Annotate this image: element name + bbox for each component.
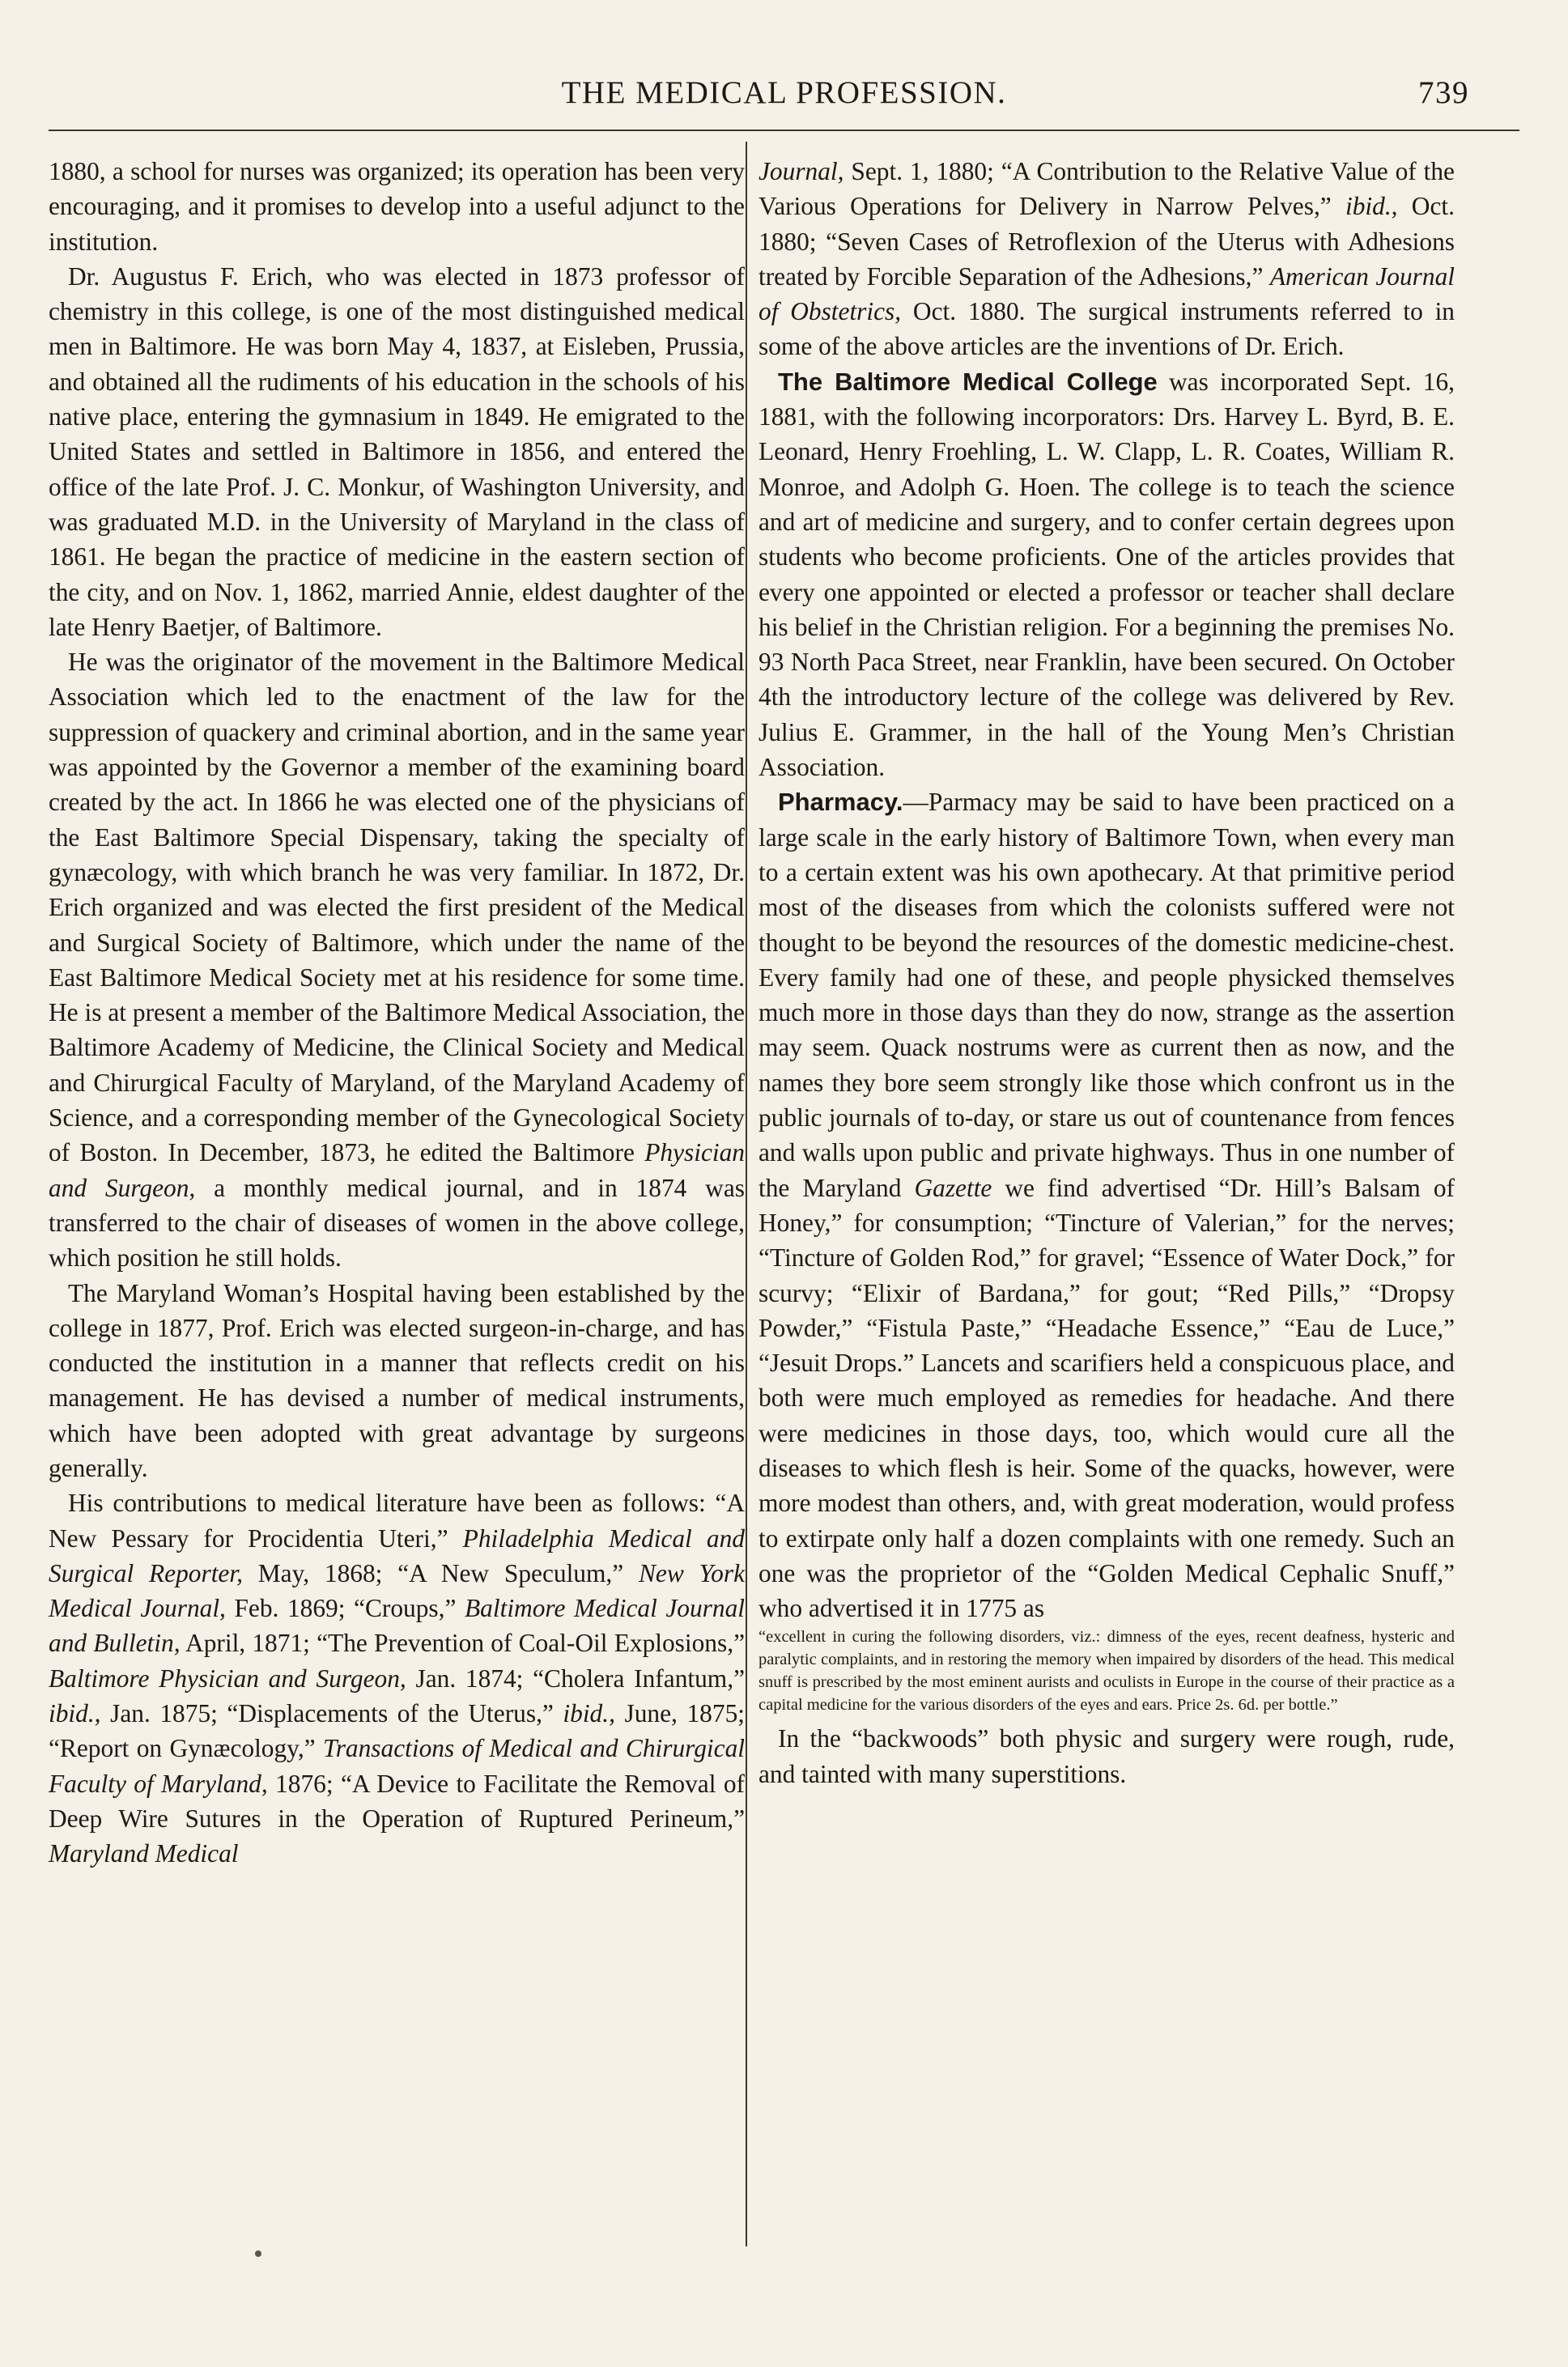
header-rule — [49, 130, 1519, 131]
italic-run: New York Medical Journal, — [49, 1558, 745, 1623]
text-run: —Parmacy may be said to have been practiced on a large scale in the early history of Baltimore Town, when every man to a certain extent was his own apothecary. At that primitive period most of the diseases from which the colonists suffered were not thought to be beyond the resources of the domestic medicine-chest. Every family had one of these, and people physicked themselves much more in those days than they do now, strange as the assertion may seem. Quack nostrums were as current then as now, and the names they bore seem strongly like those which confront us in the public journals of to-day, or stare us out of countenance from fences and walls upon public and private highways. Thus in one number of the Maryland — [759, 788, 1455, 1202]
paragraph: In the “backwoods” both physic and surgery were rough, rude, and tainted with many superstitions. — [759, 1724, 1455, 1788]
running-title: THE MEDICAL PROFESSION. — [561, 75, 1007, 110]
text-run: June, 1875; “Report on Gynæcology,” — [49, 1699, 745, 1763]
italic-run: ibid., — [49, 1699, 101, 1728]
text-run: He was the originator of the movement in the Baltimore Medical Association which led to the enactment of the law for the suppression of quackery and criminal abortion, and in the same year was appointed by the Governor a member of the examining board created by the act. In 1866 he was elected one of the physicians of the East Baltimore Special Dispensary, taking the specialty of gynæcology, with which branch he was very familiar. In 1872, Dr. Erich organized and was elected the first president of the Medical and Surgical Society of Baltimore, which under the name of the East Baltimore Medical Society met at his residence for some time. He is at present a member of the Baltimore Medical Association, the Baltimore Academy of Medicine, the Clinical Society and Medical and Chirurgical Faculty of Maryland, of the Maryland Academy of Science, and a corresponding member of the Gynecological Society of Boston. In December, 1873, he edited the Baltimore — [49, 648, 745, 1167]
paragraph: 1880, a school for nurses was organized; its operation has been very encouraging, and it promises to develop into a useful adjunct to the institution. — [49, 157, 745, 256]
text-run: April, 1871; “The Prevention of Coal-Oil Explosions,” — [180, 1629, 745, 1658]
section-lead: The Baltimore Medical College — [778, 367, 1158, 396]
paragraph: Dr. Augustus F. Erich, who was elected in 1873 professor of chemistry in this college, is one of the most distinguished medical men in Baltimore. He was born May 4, 1837, at Eisleben, Prussia, and obtained all the rudiments of his education in the schools of his native place, entering the gymnasium in 1849. He emigrated to the United States and settled in Baltimore in 1856, and entered the office of the late Prof. J. C. Monkur, of Washington University, and was graduated M.D. in the University of Maryland in the class of 1861. He began the practice of medicine in the eastern section of the city, and on Nov. 1, 1862, married Annie, eldest daughter of the late Henry Baetjer, of Baltimore. — [49, 261, 745, 641]
paragraph — [49, 644, 745, 1275]
text-run: a monthly medical journal, and in 1874 was transferred to the chair of diseases of women in the above college, which position he still holds. — [49, 1173, 745, 1273]
italic-run: ibid., — [563, 1699, 615, 1728]
italic-run: Maryland Medical — [49, 1839, 239, 1868]
paragraph — [759, 154, 1455, 364]
text-run: May, 1868; “A New Speculum,” — [242, 1558, 639, 1587]
italic-run: Gazette — [914, 1173, 992, 1202]
text-run: Jan. 1874; “Cholera Infantum,” — [406, 1664, 745, 1693]
block-quote: “excellent in curing the following disorders, viz.: dimness of the eyes, recent deafness, hysteric and paralytic complaints, and in restoring the memory when impaired by disorders of the head. This medical snuff is prescribed by the most eminent aurists and oculists in Europe in the course of their practice as a capital medicine for the various disorders of the eyes and ears. Price 2s. 6d. per bottle.” — [759, 1628, 1455, 1715]
paragraph — [759, 784, 1455, 1625]
text-run: we find advertised “Dr. Hill’s Balsam of Honey,” for consumption; “Tincture of Valerian,” for the nerves; “Tincture of Golden Rod,” for gravel; “Essence of Water Dock,” for scurvy; “Elixir of Bardana,” for gout; “Red Pills,” “Dropsy Powder,” “Fistula Paste,” “Headache Essence,” “Eau de Luce,” “Jesuit Drops.” Lancets and scarifiers held a conspicuous place, and both were much employed as remedies for headache. And there were medicines in those days, too, which would cure all the diseases to which flesh is heir. Some of the quacks, however, were more modest than others, and, with great moderation, would profess to extirpate only half a dozen complaints with one remedy. Such an one was the proprietor of the “Golden Medical Cephalic Snuff,” who advertised it in 1775 as — [759, 1173, 1455, 1623]
text-run: was incorporated Sept. 16, 1881, with the following incorporators: Drs. Harvey L. Byrd, B. E. Leonard, Henry Froehling, L. W. Clapp, L. R. Coates, William R. Monroe, and Adolph G. Hoen. The college is to teach the science and art of medicine and surgery, and to confer certain degrees upon students who become proficients. One of the articles provides that every one appointed or elected a professor or teacher shall declare his belief in the Christian religion. For a beginning the premises No. 93 North Paca Street, near Franklin, have been secured. On October 4th the introductory lecture of the college was delivered by Rev. Julius E. Grammer, in the hall of the Young Men’s Christian Association. — [759, 367, 1455, 782]
italic-run: Baltimore Medical Journal and Bulletin, — [49, 1594, 745, 1658]
running-head — [49, 74, 1519, 123]
italic-run: Philadelphia Medical and Surgical Reporter, — [49, 1523, 745, 1587]
italic-run: Baltimore Physician and Surgeon, — [49, 1664, 406, 1693]
right-column — [759, 154, 1455, 1791]
italic-run: Transactions of Medical and Chirurgical Faculty of Maryland, — [49, 1734, 745, 1798]
page-number: 739 — [1418, 75, 1469, 110]
italic-run: ibid., — [1345, 192, 1398, 221]
text-run: 1876; “A Device to Facilitate the Removal of Deep Wire Sutures in the Operation of Ruptured Perineum,” — [49, 1769, 745, 1833]
italic-run: Journal, — [759, 157, 844, 185]
text-run: Feb. 1869; “Croups,” — [225, 1594, 465, 1623]
italic-run: Physician and Surgeon, — [49, 1138, 745, 1202]
italic-run: American Journal of Obstetrics, — [759, 261, 1455, 326]
paragraph — [759, 364, 1455, 785]
paragraph — [49, 1485, 745, 1871]
left-column — [49, 154, 745, 1872]
text-run: His contributions to medical literature have been as follows: “A New Pessary for Procidentia Uteri,” — [49, 1489, 745, 1553]
section-lead: Pharmacy. — [778, 788, 903, 817]
text-run: Oct. 1880. The surgical instruments referred to in some of the above articles are the inventions of Dr. Erich. — [759, 297, 1455, 361]
text-run: Jan. 1875; “Displacements of the Uterus,” — [100, 1699, 563, 1728]
text-run: Sept. 1, 1880; “A Contribution to the Relative Value of the Various Operations for Delivery in Narrow Pelves,” — [759, 157, 1455, 221]
paragraph: The Maryland Woman’s Hospital having been established by the college in 1877, Prof. Erich was elected surgeon-in-charge, and has conducted the institution in a manner that reflects credit on his management. He has devised a number of medical instruments, which have been adopted with great advantage by surgeons generally. — [49, 1278, 745, 1482]
column-divider — [746, 142, 747, 2246]
ink-dot — [255, 2250, 261, 2257]
text-run: Oct. 1880; “Seven Cases of Retroflexion of the Uterus with Adhesions treated by Forcible Separation of the Adhesions,” — [759, 192, 1455, 291]
